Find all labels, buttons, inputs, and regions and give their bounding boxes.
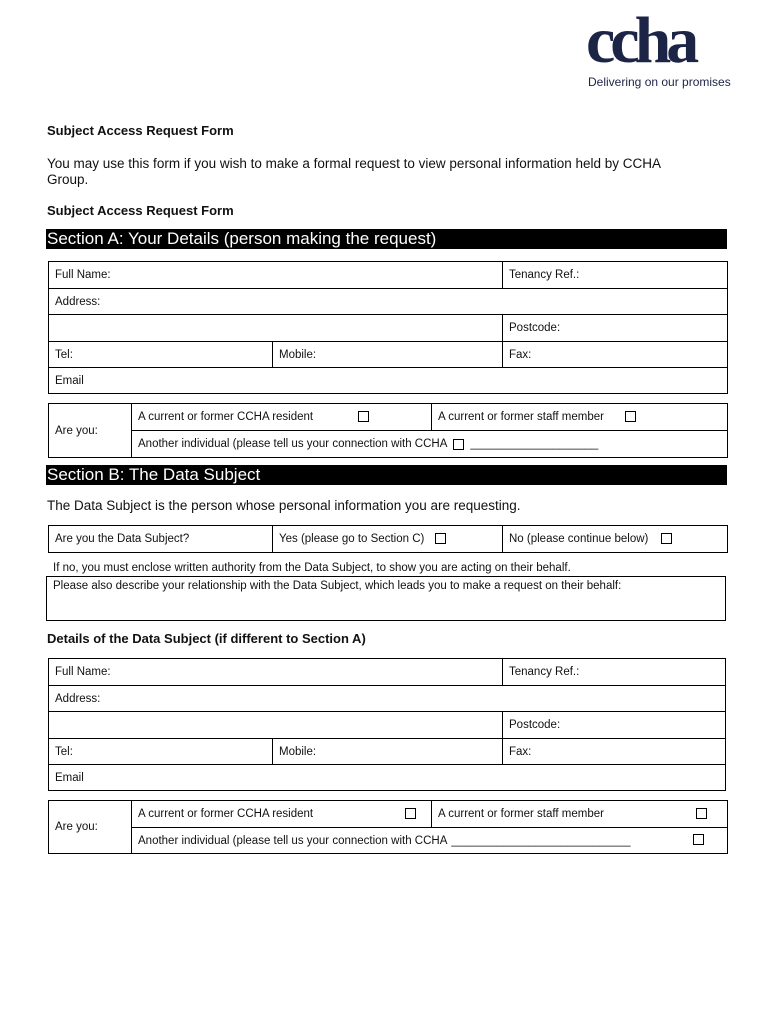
a-other-line[interactable]: ____________________ bbox=[470, 438, 599, 450]
a-resident-checkbox[interactable] bbox=[358, 411, 369, 422]
a-tel-field[interactable]: Tel: bbox=[48, 341, 273, 368]
b-no-option[interactable]: No (please continue below) bbox=[502, 525, 728, 553]
b-resident-option[interactable]: A current or former CCHA resident bbox=[131, 800, 432, 828]
a-staff-option[interactable]: A current or former staff member bbox=[431, 403, 728, 431]
b-resident-checkbox[interactable] bbox=[405, 808, 416, 819]
a-are-you-label: Are you: bbox=[48, 403, 132, 458]
intro-text: You may use this form if you wish to make a formal request to view personal information held by CCHA Group. bbox=[47, 156, 661, 187]
b-address-line2[interactable] bbox=[48, 711, 503, 739]
logo-tagline: Delivering on our promises bbox=[588, 75, 731, 89]
b-tel-field[interactable]: Tel: bbox=[48, 738, 273, 765]
a-address-line2[interactable] bbox=[48, 314, 503, 342]
b-yes-checkbox[interactable] bbox=[435, 533, 446, 544]
b-other-line[interactable]: ____________________________ bbox=[451, 834, 631, 847]
b-fax-field[interactable]: Fax: bbox=[502, 738, 726, 765]
b-email-field[interactable]: Email bbox=[48, 764, 726, 791]
relationship-box[interactable]: Please also describe your relationship with the Data Subject, which leads you to make a request on their behalf: bbox=[46, 576, 726, 621]
section-a-header: Section A: Your Details (person making the request) bbox=[46, 229, 727, 249]
b-other-checkbox[interactable] bbox=[693, 834, 704, 845]
b-are-you-label: Are you: bbox=[48, 800, 132, 854]
a-tenancy-ref-field[interactable]: Tenancy Ref.: bbox=[502, 261, 728, 289]
details-heading: Details of the Data Subject (if different to Section A) bbox=[47, 631, 366, 646]
section-b-header: Section B: The Data Subject bbox=[46, 465, 727, 485]
a-full-name-field[interactable]: Full Name: bbox=[48, 261, 503, 289]
b-staff-option[interactable]: A current or former staff member bbox=[431, 800, 728, 828]
b-full-name-field[interactable]: Full Name: bbox=[48, 658, 503, 686]
authority-note: If no, you must enclose written authority from the Data Subject, to show you are acting on their behalf. bbox=[53, 562, 571, 574]
b-postcode-field[interactable]: Postcode: bbox=[502, 711, 726, 739]
b-no-checkbox[interactable] bbox=[661, 533, 672, 544]
b-address-field[interactable]: Address: bbox=[48, 685, 726, 712]
a-other-checkbox[interactable] bbox=[453, 439, 464, 450]
a-email-field[interactable]: Email bbox=[48, 367, 728, 394]
a-postcode-field[interactable]: Postcode: bbox=[502, 314, 728, 342]
b-question-label: Are you the Data Subject? bbox=[48, 525, 273, 553]
ccha-logo: ccha bbox=[586, 4, 695, 77]
a-fax-field[interactable]: Fax: bbox=[502, 341, 728, 368]
b-staff-checkbox[interactable] bbox=[696, 808, 707, 819]
b-yes-option[interactable]: Yes (please go to Section C) bbox=[272, 525, 503, 553]
b-mobile-field[interactable]: Mobile: bbox=[272, 738, 503, 765]
a-address-field[interactable]: Address: bbox=[48, 288, 728, 315]
a-mobile-field[interactable]: Mobile: bbox=[272, 341, 503, 368]
b-other-option[interactable]: Another individual (please tell us your connection with CCHA ____________________________ bbox=[131, 827, 728, 854]
form-title: Subject Access Request Form bbox=[47, 123, 234, 138]
form-subtitle: Subject Access Request Form bbox=[47, 203, 234, 218]
a-other-option[interactable]: Another individual (please tell us your connection with CCHA ____________________ bbox=[131, 430, 728, 458]
a-resident-option[interactable]: A current or former CCHA resident bbox=[131, 403, 432, 431]
section-b-intro: The Data Subject is the person whose personal information you are requesting. bbox=[47, 498, 521, 513]
a-staff-checkbox[interactable] bbox=[625, 411, 636, 422]
b-tenancy-ref-field[interactable]: Tenancy Ref.: bbox=[502, 658, 726, 686]
